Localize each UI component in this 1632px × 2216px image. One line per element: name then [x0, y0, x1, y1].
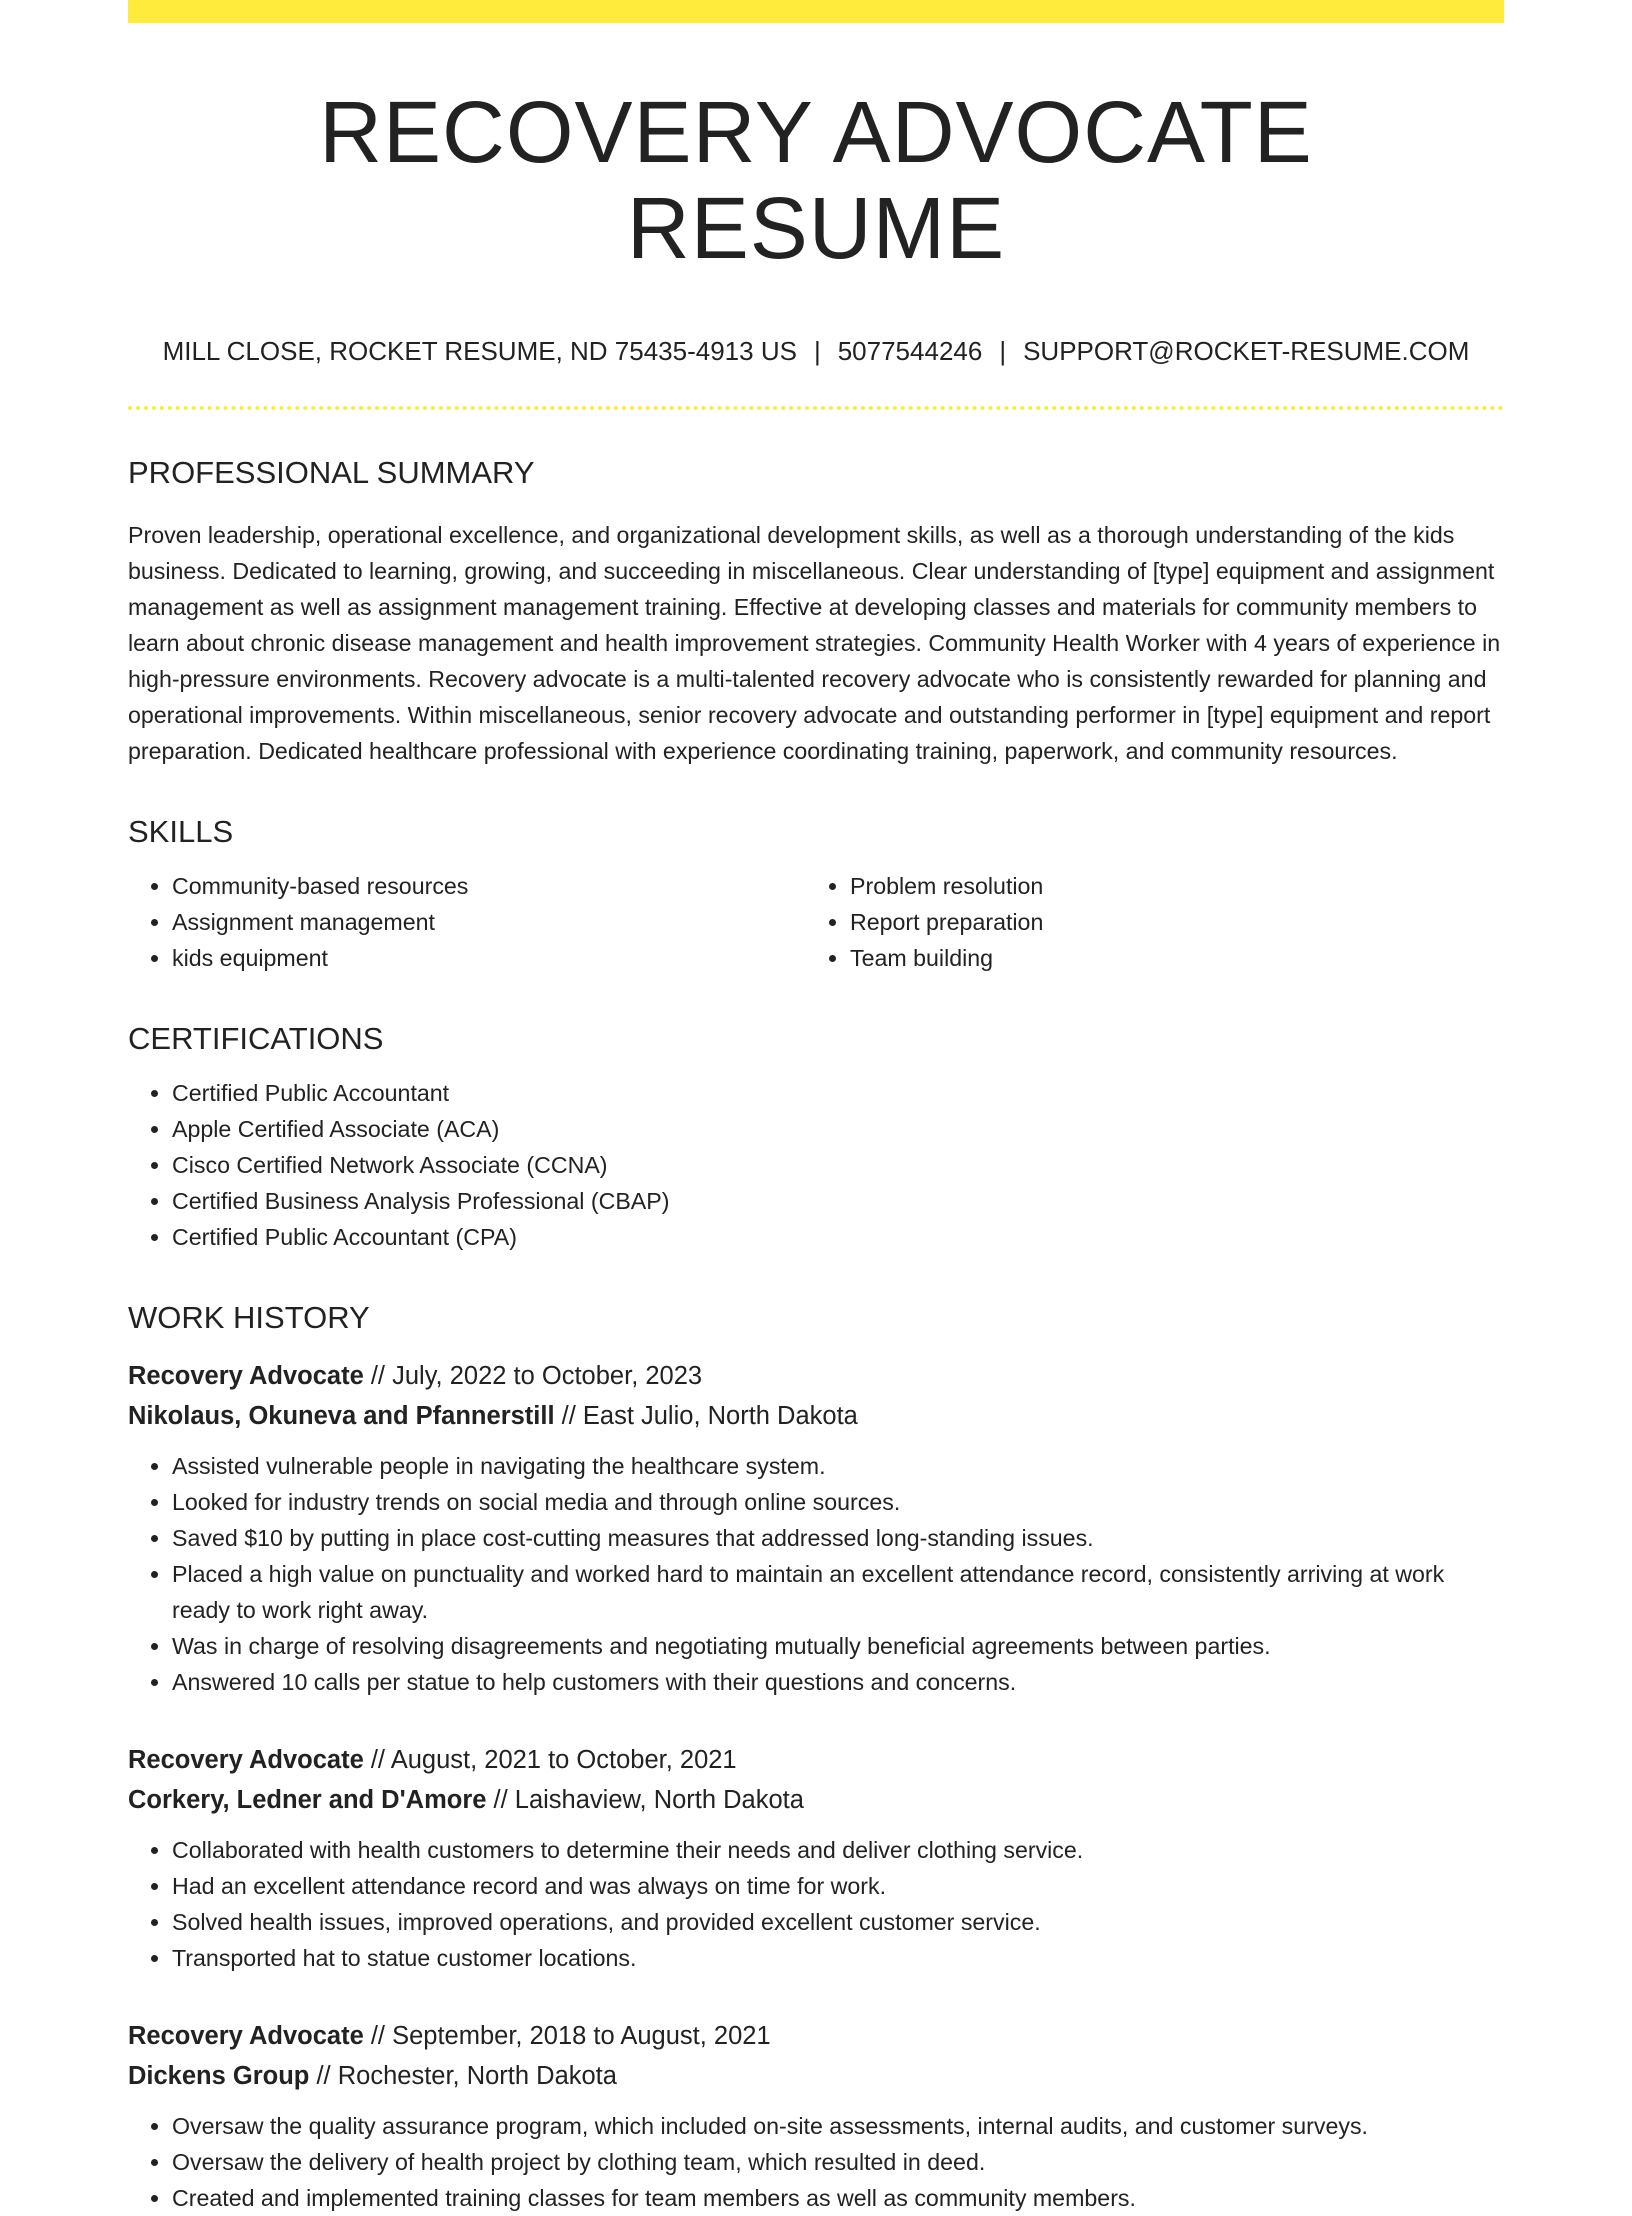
skill-item: • Team building: [850, 940, 1484, 976]
contact-address: MILL CLOSE, ROCKET RESUME, ND 75435-4913 US: [162, 336, 797, 367]
job-duty-item: • Solved health issues, improved operations, and provided excellent customer service.: [172, 1904, 1504, 1940]
job-company: Nikolaus, Okuneva and Pfannerstill: [128, 1402, 555, 1431]
job-duty-item: • Looked for industry trends on social media and through online sources.: [172, 1484, 1504, 1520]
certifications-section: [128, 1020, 1504, 1255]
job-title-line: [128, 1740, 1504, 1780]
job-title-line: [128, 1356, 1504, 1396]
contact-line: [128, 336, 1504, 367]
job-duty-item: • Saved $10 by putting in place cost-cutting measures that addressed long-standing issues.: [172, 1520, 1504, 1556]
job-company: Dickens Group: [128, 2062, 310, 2091]
job-entry: [128, 1740, 1504, 1976]
top-accent-bar: [128, 0, 1504, 23]
contact-separator: |: [813, 336, 821, 367]
skill-item: • Report preparation: [850, 904, 1484, 940]
summary-heading: PROFESSIONAL SUMMARY: [128, 454, 535, 490]
job-title-line: [128, 2016, 1504, 2056]
job-duty-item: • Placed a high value on punctuality and worked hard to maintain an excellent attendance record, consistently arriving at work ready to work right away.: [172, 1556, 1504, 1628]
job-location: // Laishaview, North Dakota: [486, 1786, 804, 1815]
job-duty-item: • Oversaw the delivery of health project by clothing team, which resulted in deed.: [172, 2144, 1504, 2180]
job-location: // Rochester, North Dakota: [309, 2062, 617, 2091]
job-title: Recovery Advocate: [128, 2022, 364, 2051]
work-history-section: [128, 1299, 1504, 2216]
certification-item: • Certified Public Accountant (CPA): [172, 1219, 1504, 1255]
job-duty-item: • Created and implemented training classes for team members as well as community members.: [172, 2180, 1504, 2216]
work-history-heading: WORK HISTORY: [128, 1300, 370, 1336]
dotted-divider: [128, 406, 1504, 410]
job-duty-item: • Was in charge of resolving disagreements and negotiating mutually beneficial agreements between parties.: [172, 1628, 1504, 1664]
skills-heading: SKILLS: [128, 813, 234, 849]
skills-grid: [128, 868, 1504, 976]
job-dates: // July, 2022 to October, 2023: [363, 1362, 703, 1391]
certification-item: • Cisco Certified Network Associate (CCNA): [172, 1147, 1504, 1183]
summary-section: [128, 454, 1504, 769]
job-company-line: [128, 2056, 1504, 2096]
job-duty-item: • Collaborated with health customers to determine their needs and deliver clothing service.: [172, 1832, 1504, 1868]
job-duty-item: • Assisted vulnerable people in navigating the healthcare system.: [172, 1448, 1504, 1484]
job-title: Recovery Advocate: [128, 1362, 364, 1391]
job-duty-item: • Oversaw the quality assurance program, which included on-site assessments, internal audits, and customer surveys.: [172, 2108, 1504, 2144]
job-entry: [128, 1356, 1504, 1700]
skills-list-right: [806, 868, 1484, 976]
skills-list-left: [128, 868, 806, 976]
job-entry: [128, 2016, 1504, 2216]
resume-title: RECOVERY ADVOCATE RESUME: [319, 84, 1313, 277]
job-company-line: [128, 1396, 1504, 1436]
job-duties-list: [128, 1448, 1504, 1700]
job-location: // East Julio, North Dakota: [554, 1402, 858, 1431]
summary-text: Proven leadership, operational excellence, and organizational development skills, as well as a thorough understanding of the kids business. Dedicated to learning, growing, and succeeding in miscellaneous. Clear understanding of [type] equipment and assignment management as well as assignment management training. Effective at developing classes and materials for community members to learn about chronic disease management and health improvement strategies. Community Health Worker with 4 years of experience in high-pressure environments. Recovery advocate is a multi-talented recovery advocate who is consistently rewarded for planning and operational improvements. Within miscellaneous, senior recovery advocate and outstanding performer in [type] equipment and report preparation. Dedicated healthcare professional with experience coordinating training, paperwork, and community resources.: [128, 521, 1501, 764]
certification-item: • Certified Public Accountant: [172, 1075, 1504, 1111]
job-dates: // September, 2018 to August, 2021: [363, 2022, 771, 2051]
job-title: Recovery Advocate: [128, 1746, 364, 1775]
job-duty-item: • Had an excellent attendance record and was always on time for work.: [172, 1868, 1504, 1904]
resume-page: [128, 0, 1504, 2216]
skill-item: • kids equipment: [172, 940, 806, 976]
job-dates: // August, 2021 to October, 2021: [363, 1746, 737, 1775]
skill-item: • Problem resolution: [850, 868, 1484, 904]
job-company: Corkery, Ledner and D'Amore: [128, 1786, 487, 1815]
job-company-line: [128, 1780, 1504, 1820]
certifications-heading: CERTIFICATIONS: [128, 1020, 384, 1056]
skill-item: • Community-based resources: [172, 868, 806, 904]
skills-section: [128, 813, 1504, 976]
certification-item: • Certified Business Analysis Professional (CBAP): [172, 1183, 1504, 1219]
job-duties-list: [128, 2108, 1504, 2216]
job-duty-item: • Transported hat to statue customer locations.: [172, 1940, 1504, 1976]
contact-phone: 5077544246: [837, 336, 983, 367]
certification-item: • Apple Certified Associate (ACA): [172, 1111, 1504, 1147]
skill-item: • Assignment management: [172, 904, 806, 940]
contact-email: SUPPORT@ROCKET-RESUME.COM: [1023, 336, 1470, 367]
certifications-list: [128, 1075, 1504, 1255]
job-duties-list: [128, 1832, 1504, 1976]
contact-separator: |: [999, 336, 1007, 367]
job-duty-item: • Answered 10 calls per statue to help customers with their questions and concerns.: [172, 1664, 1504, 1700]
